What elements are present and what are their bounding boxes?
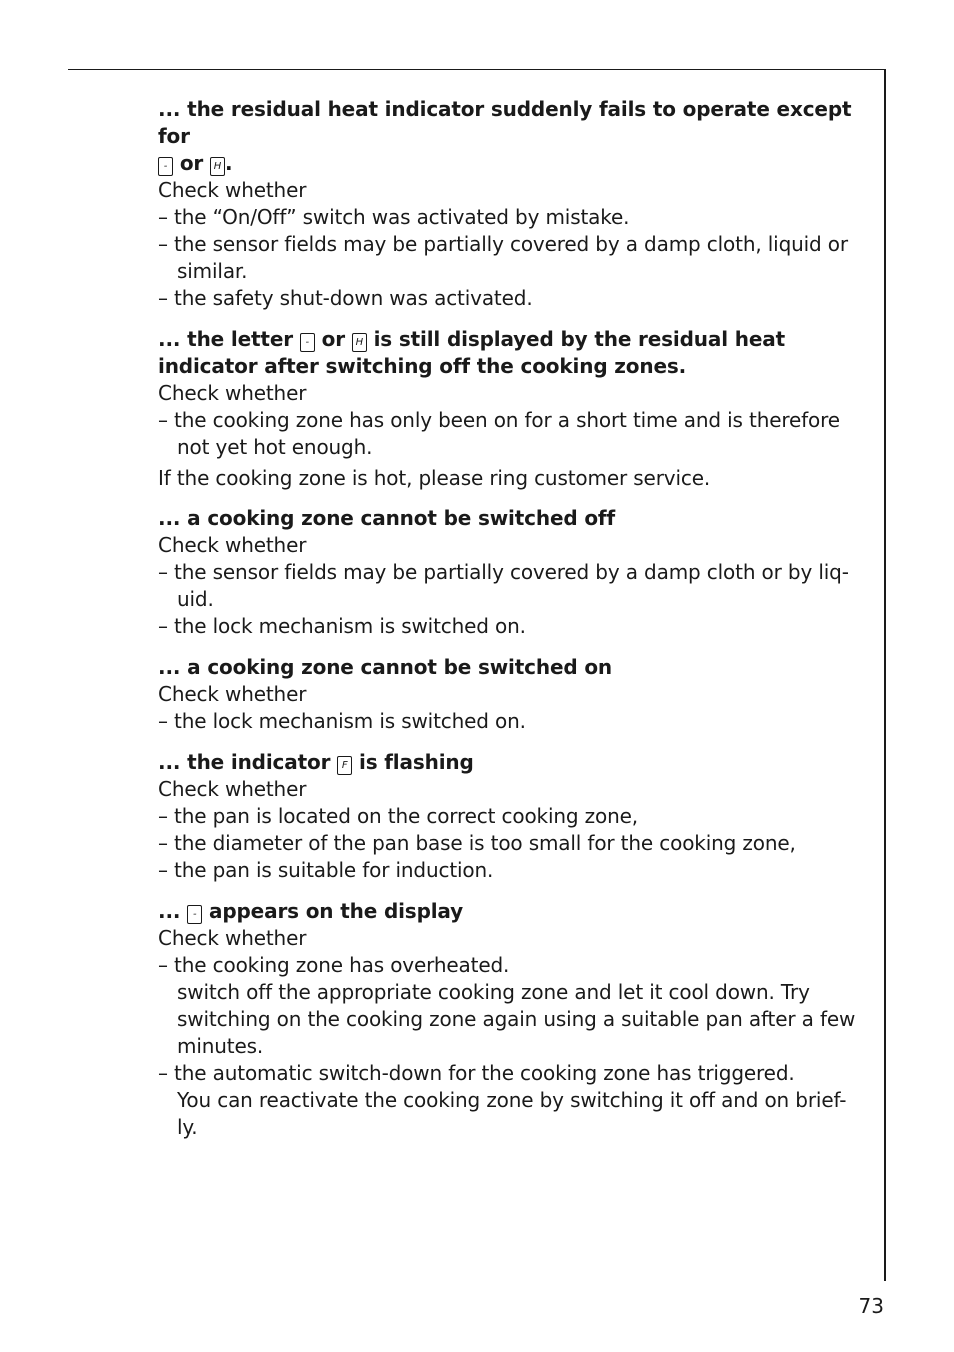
check-whether-label: Check whether xyxy=(158,926,307,950)
heading-text: ... xyxy=(158,899,181,923)
list-item: – the automatic switch-down for the cooking zone has triggered. xyxy=(158,1061,795,1085)
section-heading xyxy=(158,749,860,776)
heading-text: is flashing xyxy=(358,750,474,774)
section-residual-heat-fails xyxy=(158,96,860,312)
check-whether-label: Check whether xyxy=(158,682,307,706)
list-item: – the cooking zone has only been on for a short time and is therefore not yet hot enough. xyxy=(158,408,840,459)
heading-text: ... the letter xyxy=(158,327,293,351)
page-number: 73 xyxy=(858,1294,884,1318)
heading-text: is still displayed by the residual heat indicator after switching off the cooking zones. xyxy=(158,327,786,378)
list-item: – the sensor fields may be partially covered by a damp cloth, liquid or similar. xyxy=(158,232,848,283)
list-item: – the sensor fields may be partially covered by a damp cloth or by liq- uid. xyxy=(158,560,849,611)
display-h-icon: H xyxy=(352,333,367,352)
top-rule xyxy=(68,69,886,70)
section-heading: ... a cooking zone cannot be switched off xyxy=(158,506,616,530)
check-whether-label: Check whether xyxy=(158,381,307,405)
display-dash-icon: - xyxy=(187,905,202,924)
heading-text: ... the residual heat indicator suddenly fails to operate except for xyxy=(158,97,852,148)
check-whether-label: Check whether xyxy=(158,178,307,202)
list-item-continuation: You can reactivate the cooking zone by switching it off and on brief- ly. xyxy=(177,1088,847,1139)
list-item: – the lock mechanism is switched on. xyxy=(158,614,526,638)
display-dash-icon: - xyxy=(158,157,173,176)
display-dash-icon: - xyxy=(300,333,315,352)
check-whether-label: Check whether xyxy=(158,533,307,557)
heading-text: ... the indicator xyxy=(158,750,331,774)
customer-service-note: If the cooking zone is hot, please ring customer service. xyxy=(158,466,711,490)
list-item-continuation: switch off the appropriate cooking zone and let it cool down. Try switching on the cooking zone again using a suitable pan after a few minutes. xyxy=(177,980,856,1058)
heading-text: . xyxy=(224,151,233,175)
section-indicator-flashing xyxy=(158,749,860,884)
right-margin-rule xyxy=(884,69,886,1281)
list-item: – the cooking zone has overheated. xyxy=(158,953,510,977)
list-item: – the pan is suitable for induction. xyxy=(158,858,494,882)
list-item: – the “On/Off” switch was activated by mistake. xyxy=(158,205,630,229)
troubleshooting-content xyxy=(158,96,860,1155)
list-item: – the pan is located on the correct cooking zone, xyxy=(158,804,638,828)
section-symbol-appears xyxy=(158,898,860,1141)
list-item: – the lock mechanism is switched on. xyxy=(158,709,526,733)
section-heading xyxy=(158,326,860,380)
section-cannot-switch-off xyxy=(158,505,860,640)
section-heading xyxy=(158,96,860,177)
heading-text: or xyxy=(321,327,345,351)
section-heading xyxy=(158,898,860,925)
check-whether-label: Check whether xyxy=(158,777,307,801)
display-h-icon: H xyxy=(210,157,225,176)
display-f-icon: F xyxy=(337,756,352,775)
list-item: – the safety shut-down was activated. xyxy=(158,286,533,310)
list-item: – the diameter of the pan base is too small for the cooking zone, xyxy=(158,831,796,855)
heading-text: or xyxy=(179,151,204,175)
section-letter-still-displayed xyxy=(158,326,860,492)
section-cannot-switch-on xyxy=(158,654,860,735)
heading-text: appears on the display xyxy=(209,899,464,923)
section-heading: ... a cooking zone cannot be switched on xyxy=(158,655,613,679)
